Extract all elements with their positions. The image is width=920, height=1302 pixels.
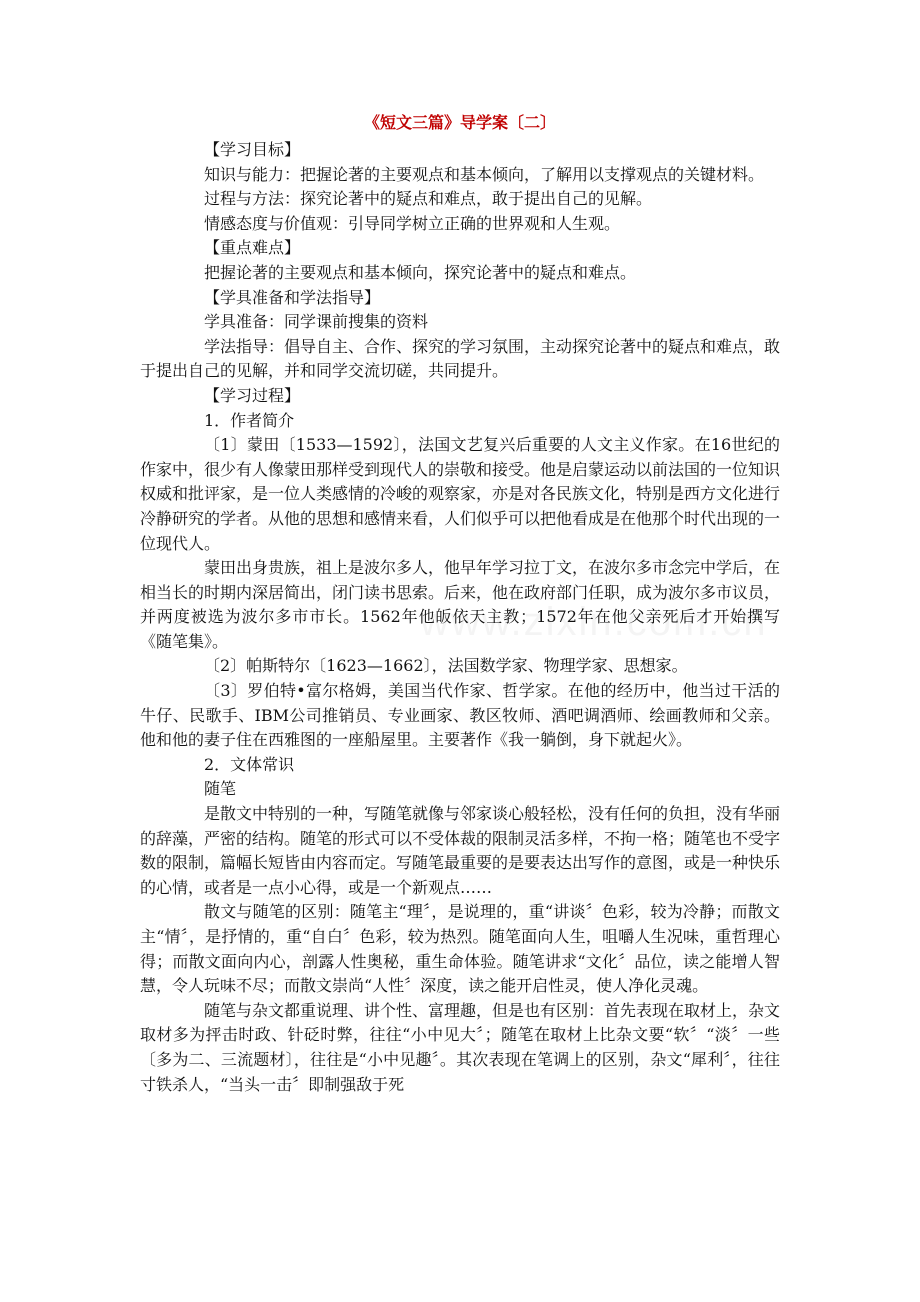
genre-heading: 2．文体常识 [204,754,295,774]
key-text: 把握论著的主要观点和基本倾向，探究论著中的疑点和难点。 [204,262,637,282]
essay-definition: 是散文中特别的一种，写随笔就像与邻家谈心般轻松，没有任何的负担，没有华丽的辞藻，严密的结构。随笔的形式可以不受体裁的限制灵活多样，不拘一格；随笔也不受字数的限制，篇幅长短皆由内容而定。写随笔最重要的是要表达出写作的意图，或是一种快乐的心情，或者是一点小心得，或是一个新观点…… [140,804,781,897]
essay-vs-zawen: 随笔与杂文都重说理、讲个性、富理趣，但是也有区别：首先表现在取材上，杂文取材多为抨击时政、针砭时弊，往往“小中见大〞；随笔在取材上比杂文要“软〞“淡〞一些〔多为二、三流题材〕，往往是“小中见趣〞。其次表现在笔调上的区别，杂文“犀利〞，往往寸铁杀人，“当头一击〞即制强敌于死 [140,1000,781,1094]
goal-knowledge: 知识与能力：把握论著的主要观点和基本倾向，了解用以支撑观点的关键材料。 [204,164,765,184]
author-montaigne-bio: 蒙田出身贵族，祖上是波尔多人，他早年学习拉丁文，在波尔多市念完中学后，在相当长的时期内深居简出，闭门读书思索。后来，他在政府部门任职，成为波尔多市议员，并两度被选为波尔多市市长。1562年他皈依天主教；1572年在他父亲死后才开始撰写《随笔集》。 [140,558,781,651]
prep-tools: 学具准备：同学课前搜集的资料 [204,312,429,332]
prep-method: 学法指导：倡导自主、合作、探究的学习氛围，主动探究论著中的疑点和难点，敢于提出自己的见解，并和同学交流切磋，共同提升。 [140,336,781,381]
process-heading: 【学习过程】 [204,385,301,405]
document-page [140,110,780,1097]
goal-process: 过程与方法：探究论著中的疑点和难点，敢于提出自己的见解。 [204,189,653,209]
author-montaigne: 〔1〕蒙田〔1533—1592〕，法国文艺复兴后重要的人文主义作家。在16世纪的作家中，很少有人像蒙田那样受到现代人的崇敬和接受。他是启蒙运动以前法国的一位知识权威和批评家，是一位人类感情的冷峻的观察家，亦是对各民族文化，特别是西方文化进行冷静研究的学者。从他的思想和感情来看，人们似乎可以把他看成是在他那个时代出现的一位现代人。 [140,435,781,553]
goal-emotion: 情感态度与价值观：引导同学树立正确的世界观和人生观。 [204,213,621,233]
essay-vs-prose: 散文与随笔的区别：随笔主“理〞，是说理的，重“讲谈〞色彩，较为冷静；而散文主“情〞，是抒情的，重“自白〞色彩，较为热烈。随笔面向人生，咀嚼人生况味，重哲理心得；而散文面向内心，剖露人性奥秘，重生命体验。随笔讲求“文化〞品位，读之能增人智慧，令人玩味不尽；而散文崇尚“人性〞深度，读之能开启性灵，使人净化灵魂。 [140,902,780,996]
key-heading: 【重点难点】 [204,238,301,258]
goals-heading: 【学习目标】 [204,140,301,159]
author-heading: 1．作者简介 [204,410,295,430]
author-pascal: 〔2〕帕斯特尔〔1623—1662〕，法国数学家、物理学家、思想家。 [204,656,688,676]
author-fulghum: 〔3〕罗伯特•富尔格姆，美国当代作家、哲学家。在他的经历中，他当过干活的牛仔、民歌手、IBM公司推销员、专业画家、教区牧师、酒吧调酒师、绘画教师和父亲。他和他的妻子住在西雅图的一座船屋里。主要著作《我一躺倒，身下就起火》。 [140,681,780,750]
document-title: 《短文三篇》导学案〔二〕 [363,113,556,132]
prep-heading: 【学具准备和学法指导】 [204,287,381,307]
essay-heading: 随笔 [204,779,237,799]
